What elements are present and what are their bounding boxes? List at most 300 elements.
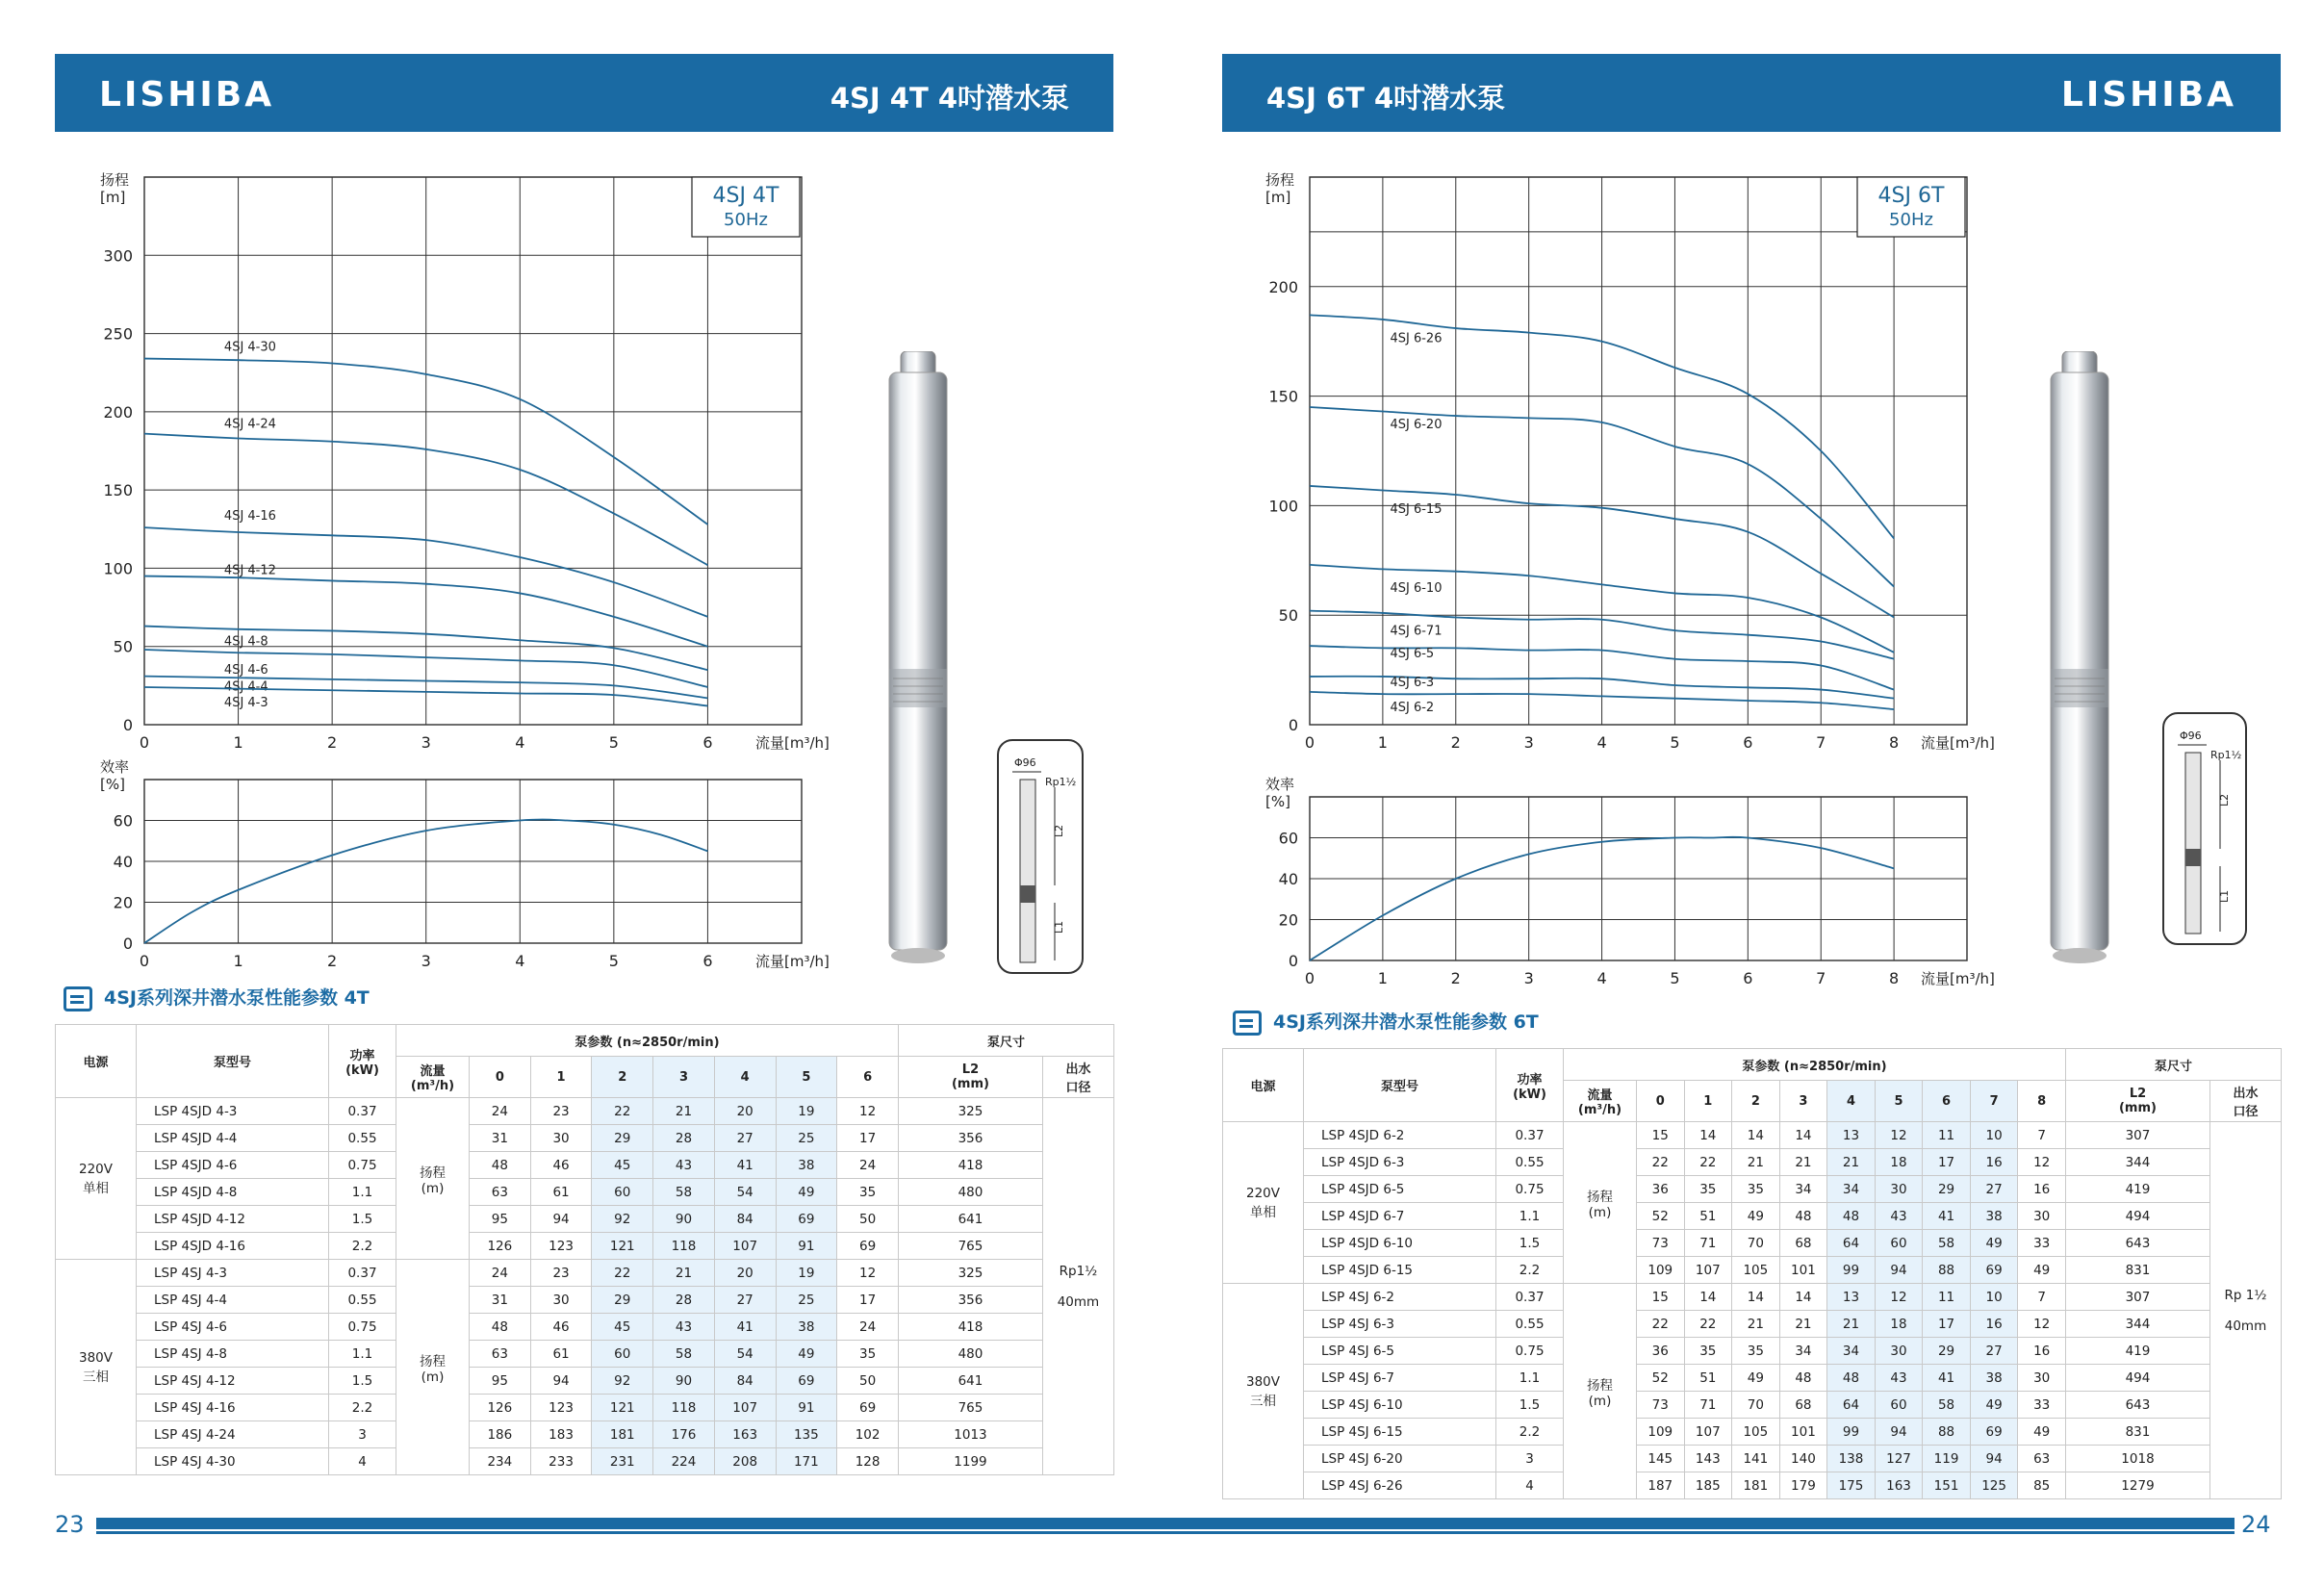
power-cell: 0.75 — [1496, 1338, 1564, 1365]
schem-l2: L2 — [1053, 824, 1065, 837]
head-value-cell: 94 — [1970, 1446, 2018, 1472]
y-axis-label: [m] — [1265, 189, 1291, 206]
head-value-cell: 94 — [1875, 1257, 1923, 1284]
head-value-cell: 10 — [1970, 1284, 2018, 1311]
head-value-cell: 60 — [1875, 1230, 1923, 1257]
head-value-cell: 63 — [470, 1179, 531, 1206]
head-value-cell: 34 — [1827, 1338, 1876, 1365]
x-tick-label: 0 — [1304, 969, 1315, 987]
table-row — [1223, 1365, 2282, 1392]
head-value-cell: 181 — [1732, 1472, 1780, 1499]
power-cell: 0.55 — [329, 1287, 396, 1314]
table-row — [56, 1098, 1114, 1125]
head-value-cell: 29 — [592, 1125, 653, 1152]
y-tick-label: 100 — [1268, 497, 1298, 516]
head-value-cell: 38 — [776, 1314, 837, 1341]
power-cell: 1.1 — [329, 1179, 396, 1206]
head-value-cell: 28 — [653, 1125, 715, 1152]
head-value-cell: 20 — [714, 1098, 776, 1125]
head-value-cell: 105 — [1732, 1419, 1780, 1446]
model-cell: LSP 4SJ 4-12 — [137, 1368, 329, 1395]
y-tick-label: 0 — [1288, 716, 1298, 734]
head-value-cell: 63 — [2018, 1446, 2066, 1472]
head-value-cell: 24 — [470, 1260, 531, 1287]
series-label: 4SJ 6-3 — [1390, 675, 1435, 690]
head-value-cell: 46 — [530, 1152, 592, 1179]
table-row — [56, 1206, 1114, 1233]
head-value-cell: 17 — [1923, 1311, 1971, 1338]
brand-logo: LISHIBA — [2060, 75, 2236, 115]
col-header-flow-value: 2 — [592, 1057, 653, 1098]
head-value-cell: 187 — [1637, 1472, 1685, 1499]
head-value-cell: 69 — [837, 1233, 899, 1260]
power-source-cell: 380V 三相 — [1223, 1284, 1304, 1499]
head-value-cell: 101 — [1779, 1419, 1827, 1446]
head-value-cell: 58 — [1923, 1230, 1971, 1257]
y-tick-label: 60 — [113, 811, 133, 831]
head-value-cell: 208 — [714, 1448, 776, 1475]
head-value-cell: 35 — [837, 1341, 899, 1368]
head-value-cell: 34 — [1779, 1338, 1827, 1365]
power-source-cell: 380V 三相 — [56, 1260, 137, 1475]
table-list-icon — [64, 986, 92, 1011]
x-tick-label: 3 — [1523, 969, 1534, 987]
head-value-cell: 50 — [837, 1368, 899, 1395]
series-label: 4SJ 6-10 — [1390, 580, 1443, 596]
series-label: 4SJ 6-2 — [1390, 700, 1435, 715]
head-value-cell: 90 — [653, 1368, 715, 1395]
l2-cell: 831 — [2065, 1257, 2209, 1284]
power-cell: 0.75 — [329, 1152, 396, 1179]
model-cell: LSP 4SJ 6-26 — [1304, 1472, 1496, 1499]
table-row — [56, 1152, 1114, 1179]
table-row — [56, 1260, 1114, 1287]
head-value-cell: 49 — [2018, 1419, 2066, 1446]
legend-model: 4SJ 6T — [1877, 184, 1945, 208]
x-axis-label: 流量[m³/h] — [1921, 734, 1995, 752]
head-value-cell: 30 — [1875, 1176, 1923, 1203]
head-value-cell: 186 — [470, 1421, 531, 1448]
y-axis-label: 效率 — [1265, 776, 1295, 793]
col-header-dims: 泵尺寸 — [898, 1025, 1113, 1057]
series-label: 4SJ 6-20 — [1390, 417, 1443, 432]
model-cell: LSP 4SJD 4-12 — [137, 1206, 329, 1233]
head-value-cell: 20 — [714, 1260, 776, 1287]
series-label: 4SJ 6-26 — [1390, 331, 1443, 346]
head-value-cell: 58 — [653, 1341, 715, 1368]
head-value-cell: 138 — [1827, 1446, 1876, 1472]
head-value-cell: 60 — [592, 1179, 653, 1206]
head-value-cell: 48 — [1779, 1203, 1827, 1230]
head-value-cell: 29 — [592, 1287, 653, 1314]
col-header-flow-value: 3 — [653, 1057, 715, 1098]
l2-cell: 325 — [898, 1098, 1042, 1125]
table-row — [1223, 1230, 2282, 1257]
series-label: 4SJ 4-6 — [223, 662, 268, 678]
head-value-cell: 52 — [1637, 1203, 1685, 1230]
head-value-cell: 16 — [1970, 1311, 2018, 1338]
x-axis-label: 流量[m³/h] — [755, 953, 830, 970]
head-value-cell: 22 — [1684, 1149, 1732, 1176]
y-tick-label: 0 — [1288, 952, 1298, 970]
col-header-flow-value: 6 — [1923, 1081, 1971, 1122]
y-tick-label: 20 — [113, 893, 133, 912]
model-cell: LSP 4SJD 6-3 — [1304, 1149, 1496, 1176]
performance-table-4t — [55, 1024, 1114, 1475]
series-label: 4SJ 4-12 — [223, 563, 276, 578]
head-label-cell: 扬程 (m) — [1564, 1122, 1637, 1284]
head-value-cell: 17 — [837, 1125, 899, 1152]
head-value-cell: 135 — [776, 1421, 837, 1448]
x-tick-label: 6 — [1743, 733, 1753, 752]
x-tick-label: 4 — [1596, 733, 1607, 752]
series-label: 4SJ 6-15 — [1390, 501, 1443, 517]
col-header-l2: L2 (mm) — [898, 1057, 1042, 1098]
head-value-cell: 233 — [530, 1448, 592, 1475]
head-value-cell: 50 — [837, 1206, 899, 1233]
x-tick-label: 6 — [702, 952, 713, 970]
head-value-cell: 25 — [776, 1287, 837, 1314]
head-value-cell: 19 — [776, 1098, 837, 1125]
model-cell: LSP 4SJ 4-8 — [137, 1341, 329, 1368]
power-cell: 3 — [1496, 1446, 1564, 1472]
x-tick-label: 2 — [1450, 969, 1461, 987]
schem-thread: Rp1½ — [2210, 749, 2242, 761]
table-row — [1223, 1149, 2282, 1176]
table-row — [1223, 1122, 2282, 1149]
schem-dia: Φ96 — [2180, 730, 2202, 742]
head-value-cell: 49 — [1732, 1203, 1780, 1230]
head-value-cell: 163 — [714, 1421, 776, 1448]
y-tick-label: 40 — [113, 853, 133, 871]
head-value-cell: 22 — [1684, 1311, 1732, 1338]
l2-cell: 1279 — [2065, 1472, 2209, 1499]
model-cell: LSP 4SJD 4-3 — [137, 1098, 329, 1125]
head-value-cell: 73 — [1637, 1230, 1685, 1257]
head-value-cell: 43 — [1875, 1203, 1923, 1230]
model-cell: LSP 4SJ 4-24 — [137, 1421, 329, 1448]
page-number: 23 — [55, 1511, 85, 1538]
l2-cell: 419 — [2065, 1176, 2209, 1203]
model-cell: LSP 4SJD 6-15 — [1304, 1257, 1496, 1284]
head-value-cell: 12 — [837, 1098, 899, 1125]
col-header-flow-value: 4 — [1827, 1081, 1876, 1122]
head-value-cell: 45 — [592, 1314, 653, 1341]
table-row — [1223, 1419, 2282, 1446]
table-row — [56, 1395, 1114, 1421]
head-value-cell: 181 — [592, 1421, 653, 1448]
col-header-source: 电源 — [1223, 1049, 1304, 1122]
head-value-cell: 91 — [776, 1233, 837, 1260]
head-value-cell: 38 — [776, 1152, 837, 1179]
series-label: 4SJ 4-3 — [223, 695, 268, 710]
head-value-cell: 48 — [470, 1314, 531, 1341]
table-row — [56, 1448, 1114, 1475]
table-row — [56, 1125, 1114, 1152]
head-value-cell: 141 — [1732, 1446, 1780, 1472]
head-value-cell: 14 — [1684, 1122, 1732, 1149]
head-value-cell: 30 — [530, 1125, 592, 1152]
head-value-cell: 69 — [1970, 1257, 2018, 1284]
head-value-cell: 185 — [1684, 1472, 1732, 1499]
y-axis-label: [%] — [100, 776, 125, 793]
l2-cell: 480 — [898, 1179, 1042, 1206]
page-title: 4SJ 4T 4吋潜水泵 — [830, 82, 1069, 115]
pump-image — [2045, 351, 2114, 985]
schem-dia: Φ96 — [1014, 756, 1036, 769]
head-value-cell: 43 — [653, 1314, 715, 1341]
power-cell: 0.37 — [1496, 1122, 1564, 1149]
x-tick-label: 4 — [1596, 969, 1607, 987]
power-source-cell: 220V 单相 — [1223, 1122, 1304, 1284]
head-value-cell: 43 — [1875, 1365, 1923, 1392]
head-value-cell: 27 — [714, 1125, 776, 1152]
y-tick-label: 300 — [103, 246, 133, 266]
head-value-cell: 21 — [1732, 1149, 1780, 1176]
power-cell: 1.1 — [329, 1341, 396, 1368]
y-tick-label: 0 — [122, 934, 133, 953]
head-value-cell: 35 — [1684, 1176, 1732, 1203]
head-value-cell: 119 — [1923, 1446, 1971, 1472]
l2-cell: 344 — [2065, 1311, 2209, 1338]
x-tick-label: 8 — [1889, 733, 1900, 752]
power-cell: 0.37 — [329, 1260, 396, 1287]
l2-cell: 765 — [898, 1233, 1042, 1260]
power-cell: 4 — [1496, 1472, 1564, 1499]
head-value-cell: 48 — [1827, 1203, 1876, 1230]
head-value-cell: 54 — [714, 1179, 776, 1206]
l2-cell: 356 — [898, 1287, 1042, 1314]
col-header-flow: 流量 (m³/h) — [1564, 1081, 1637, 1122]
x-tick-label: 3 — [1523, 733, 1534, 752]
head-value-cell: 61 — [530, 1179, 592, 1206]
head-value-cell: 43 — [653, 1152, 715, 1179]
col-header-flow-value: 2 — [1732, 1081, 1780, 1122]
y-tick-label: 200 — [103, 402, 133, 422]
head-value-cell: 49 — [1732, 1365, 1780, 1392]
head-value-cell: 123 — [530, 1395, 592, 1421]
head-value-cell: 101 — [1779, 1257, 1827, 1284]
head-value-cell: 30 — [1875, 1338, 1923, 1365]
head-value-cell: 31 — [470, 1287, 531, 1314]
head-value-cell: 10 — [1970, 1122, 2018, 1149]
x-tick-label: 5 — [1670, 733, 1680, 752]
model-cell: LSP 4SJ 6-2 — [1304, 1284, 1496, 1311]
model-cell: LSP 4SJ 4-16 — [137, 1395, 329, 1421]
col-header-flow-value: 5 — [776, 1057, 837, 1098]
table-row — [1223, 1472, 2282, 1499]
l2-cell: 307 — [2065, 1122, 2209, 1149]
power-cell: 1.5 — [329, 1368, 396, 1395]
x-tick-label: 2 — [1450, 733, 1461, 752]
head-value-cell: 7 — [2018, 1284, 2066, 1311]
head-value-cell: 13 — [1827, 1284, 1876, 1311]
x-tick-label: 3 — [421, 952, 431, 970]
y-tick-label: 40 — [1278, 870, 1298, 888]
power-cell: 1.5 — [1496, 1230, 1564, 1257]
power-cell: 0.37 — [329, 1098, 396, 1125]
head-value-cell: 60 — [1875, 1392, 1923, 1419]
x-tick-label: 3 — [421, 733, 431, 752]
col-header-dims: 泵尺寸 — [2065, 1049, 2281, 1081]
head-value-cell: 30 — [530, 1287, 592, 1314]
series-label: 4SJ 6-71 — [1390, 624, 1443, 639]
head-value-cell: 21 — [653, 1098, 715, 1125]
head-value-cell: 69 — [1970, 1419, 2018, 1446]
head-value-cell: 118 — [653, 1395, 715, 1421]
x-tick-label: 5 — [608, 733, 619, 752]
head-value-cell: 18 — [1875, 1149, 1923, 1176]
head-value-cell: 21 — [1827, 1311, 1876, 1338]
head-value-cell: 70 — [1732, 1230, 1780, 1257]
head-value-cell: 31 — [470, 1125, 531, 1152]
head-value-cell: 14 — [1779, 1284, 1827, 1311]
head-value-cell: 33 — [2018, 1392, 2066, 1419]
power-cell: 1.1 — [1496, 1203, 1564, 1230]
x-tick-label: 2 — [327, 733, 338, 752]
col-header-model: 泵型号 — [1304, 1049, 1496, 1122]
head-value-cell: 121 — [592, 1395, 653, 1421]
head-value-cell: 24 — [470, 1098, 531, 1125]
l2-cell: 1199 — [898, 1448, 1042, 1475]
head-value-cell: 45 — [592, 1152, 653, 1179]
model-cell: LSP 4SJD 6-2 — [1304, 1122, 1496, 1149]
head-value-cell: 41 — [714, 1314, 776, 1341]
l2-cell: 641 — [898, 1206, 1042, 1233]
table-row — [1223, 1203, 2282, 1230]
right-page — [1162, 0, 2323, 1587]
head-value-cell: 95 — [470, 1368, 531, 1395]
header-row — [1223, 1049, 2282, 1081]
head-value-cell: 125 — [1970, 1472, 2018, 1499]
model-cell: LSP 4SJ 6-7 — [1304, 1365, 1496, 1392]
head-value-cell: 126 — [470, 1395, 531, 1421]
series-label: 4SJ 4-24 — [223, 417, 276, 432]
table-row — [56, 1287, 1114, 1314]
table-row — [1223, 1257, 2282, 1284]
head-value-cell: 49 — [776, 1341, 837, 1368]
col-header-flow: 流量 (m³/h) — [396, 1057, 470, 1098]
x-tick-label: 1 — [233, 952, 243, 970]
head-value-cell: 107 — [714, 1395, 776, 1421]
head-value-cell: 68 — [1779, 1230, 1827, 1257]
col-header-flow-value: 1 — [530, 1057, 592, 1098]
head-value-cell: 21 — [1827, 1149, 1876, 1176]
head-value-cell: 48 — [1827, 1365, 1876, 1392]
head-value-cell: 23 — [530, 1098, 592, 1125]
model-cell: LSP 4SJD 6-5 — [1304, 1176, 1496, 1203]
y-tick-label: 60 — [1278, 829, 1298, 848]
plot-frame — [1310, 177, 1967, 725]
series-label: 4SJ 4-30 — [223, 340, 276, 355]
head-value-cell: 71 — [1684, 1230, 1732, 1257]
head-value-cell: 102 — [837, 1421, 899, 1448]
head-value-cell: 21 — [1732, 1311, 1780, 1338]
head-value-cell: 54 — [714, 1341, 776, 1368]
head-value-cell: 14 — [1732, 1284, 1780, 1311]
y-axis-label: 扬程 — [1265, 171, 1295, 189]
head-value-cell: 35 — [1732, 1338, 1780, 1365]
power-cell: 4 — [329, 1448, 396, 1475]
head-value-cell: 145 — [1637, 1446, 1685, 1472]
table-subtitle: 4SJ系列深井潜水泵性能参数 6T — [1233, 1008, 1539, 1036]
head-value-cell: 107 — [1684, 1257, 1732, 1284]
model-cell: LSP 4SJ 4-3 — [137, 1260, 329, 1287]
head-value-cell: 16 — [2018, 1176, 2066, 1203]
head-value-cell: 107 — [714, 1233, 776, 1260]
head-label-cell: 扬程 (m) — [1564, 1284, 1637, 1499]
head-value-cell: 14 — [1779, 1122, 1827, 1149]
head-value-cell: 27 — [714, 1287, 776, 1314]
l2-cell: 643 — [2065, 1230, 2209, 1257]
head-value-cell: 25 — [776, 1125, 837, 1152]
power-source-cell: 220V 单相 — [56, 1098, 137, 1260]
table-row — [56, 1368, 1114, 1395]
model-cell: LSP 4SJD 4-8 — [137, 1179, 329, 1206]
model-cell: LSP 4SJ 4-30 — [137, 1448, 329, 1475]
power-cell: 2.2 — [329, 1233, 396, 1260]
l2-cell: 494 — [2065, 1203, 2209, 1230]
x-axis-label: 流量[m³/h] — [755, 734, 830, 752]
col-header-outlet: 出水 口径 — [1042, 1057, 1113, 1098]
head-value-cell: 69 — [776, 1368, 837, 1395]
head-value-cell: 35 — [837, 1179, 899, 1206]
head-value-cell: 58 — [1923, 1392, 1971, 1419]
table-row — [1223, 1176, 2282, 1203]
model-cell: LSP 4SJ 6-15 — [1304, 1419, 1496, 1446]
head-value-cell: 49 — [776, 1179, 837, 1206]
head-value-cell: 140 — [1779, 1446, 1827, 1472]
table-row — [56, 1179, 1114, 1206]
head-value-cell: 49 — [1970, 1230, 2018, 1257]
schem-l1: L1 — [2218, 889, 2231, 903]
head-value-cell: 16 — [2018, 1338, 2066, 1365]
l2-cell: 831 — [2065, 1419, 2209, 1446]
col-header-source: 电源 — [56, 1025, 137, 1098]
y-tick-label: 100 — [103, 559, 133, 578]
head-value-cell: 28 — [653, 1287, 715, 1314]
x-tick-label: 1 — [1377, 733, 1388, 752]
y-tick-label: 150 — [103, 481, 133, 500]
model-cell: LSP 4SJD 4-6 — [137, 1152, 329, 1179]
l2-cell: 641 — [898, 1368, 1042, 1395]
col-header-flow-value: 7 — [1970, 1081, 2018, 1122]
head-value-cell: 61 — [530, 1341, 592, 1368]
head-value-cell: 99 — [1827, 1419, 1876, 1446]
series-label: 4SJ 4-4 — [223, 679, 268, 695]
head-value-cell: 63 — [470, 1341, 531, 1368]
head-value-cell: 17 — [837, 1287, 899, 1314]
l2-cell: 1013 — [898, 1421, 1042, 1448]
page-number: 24 — [2241, 1511, 2271, 1538]
power-cell: 2.2 — [329, 1395, 396, 1421]
head-label-cell: 扬程 (m) — [396, 1260, 470, 1475]
table-row — [56, 1233, 1114, 1260]
head-value-cell: 36 — [1637, 1176, 1685, 1203]
power-cell: 0.75 — [329, 1314, 396, 1341]
head-value-cell: 22 — [592, 1098, 653, 1125]
col-header-flow-value: 5 — [1875, 1081, 1923, 1122]
legend-model: 4SJ 4T — [712, 184, 779, 208]
y-axis-label: 效率 — [100, 758, 130, 776]
model-cell: LSP 4SJ 4-6 — [137, 1314, 329, 1341]
model-cell: LSP 4SJD 6-7 — [1304, 1203, 1496, 1230]
head-value-cell: 183 — [530, 1421, 592, 1448]
col-header-flow-value: 1 — [1684, 1081, 1732, 1122]
legend-freq: 50Hz — [724, 210, 768, 230]
head-value-cell: 69 — [776, 1206, 837, 1233]
y-tick-label: 20 — [1278, 910, 1298, 930]
